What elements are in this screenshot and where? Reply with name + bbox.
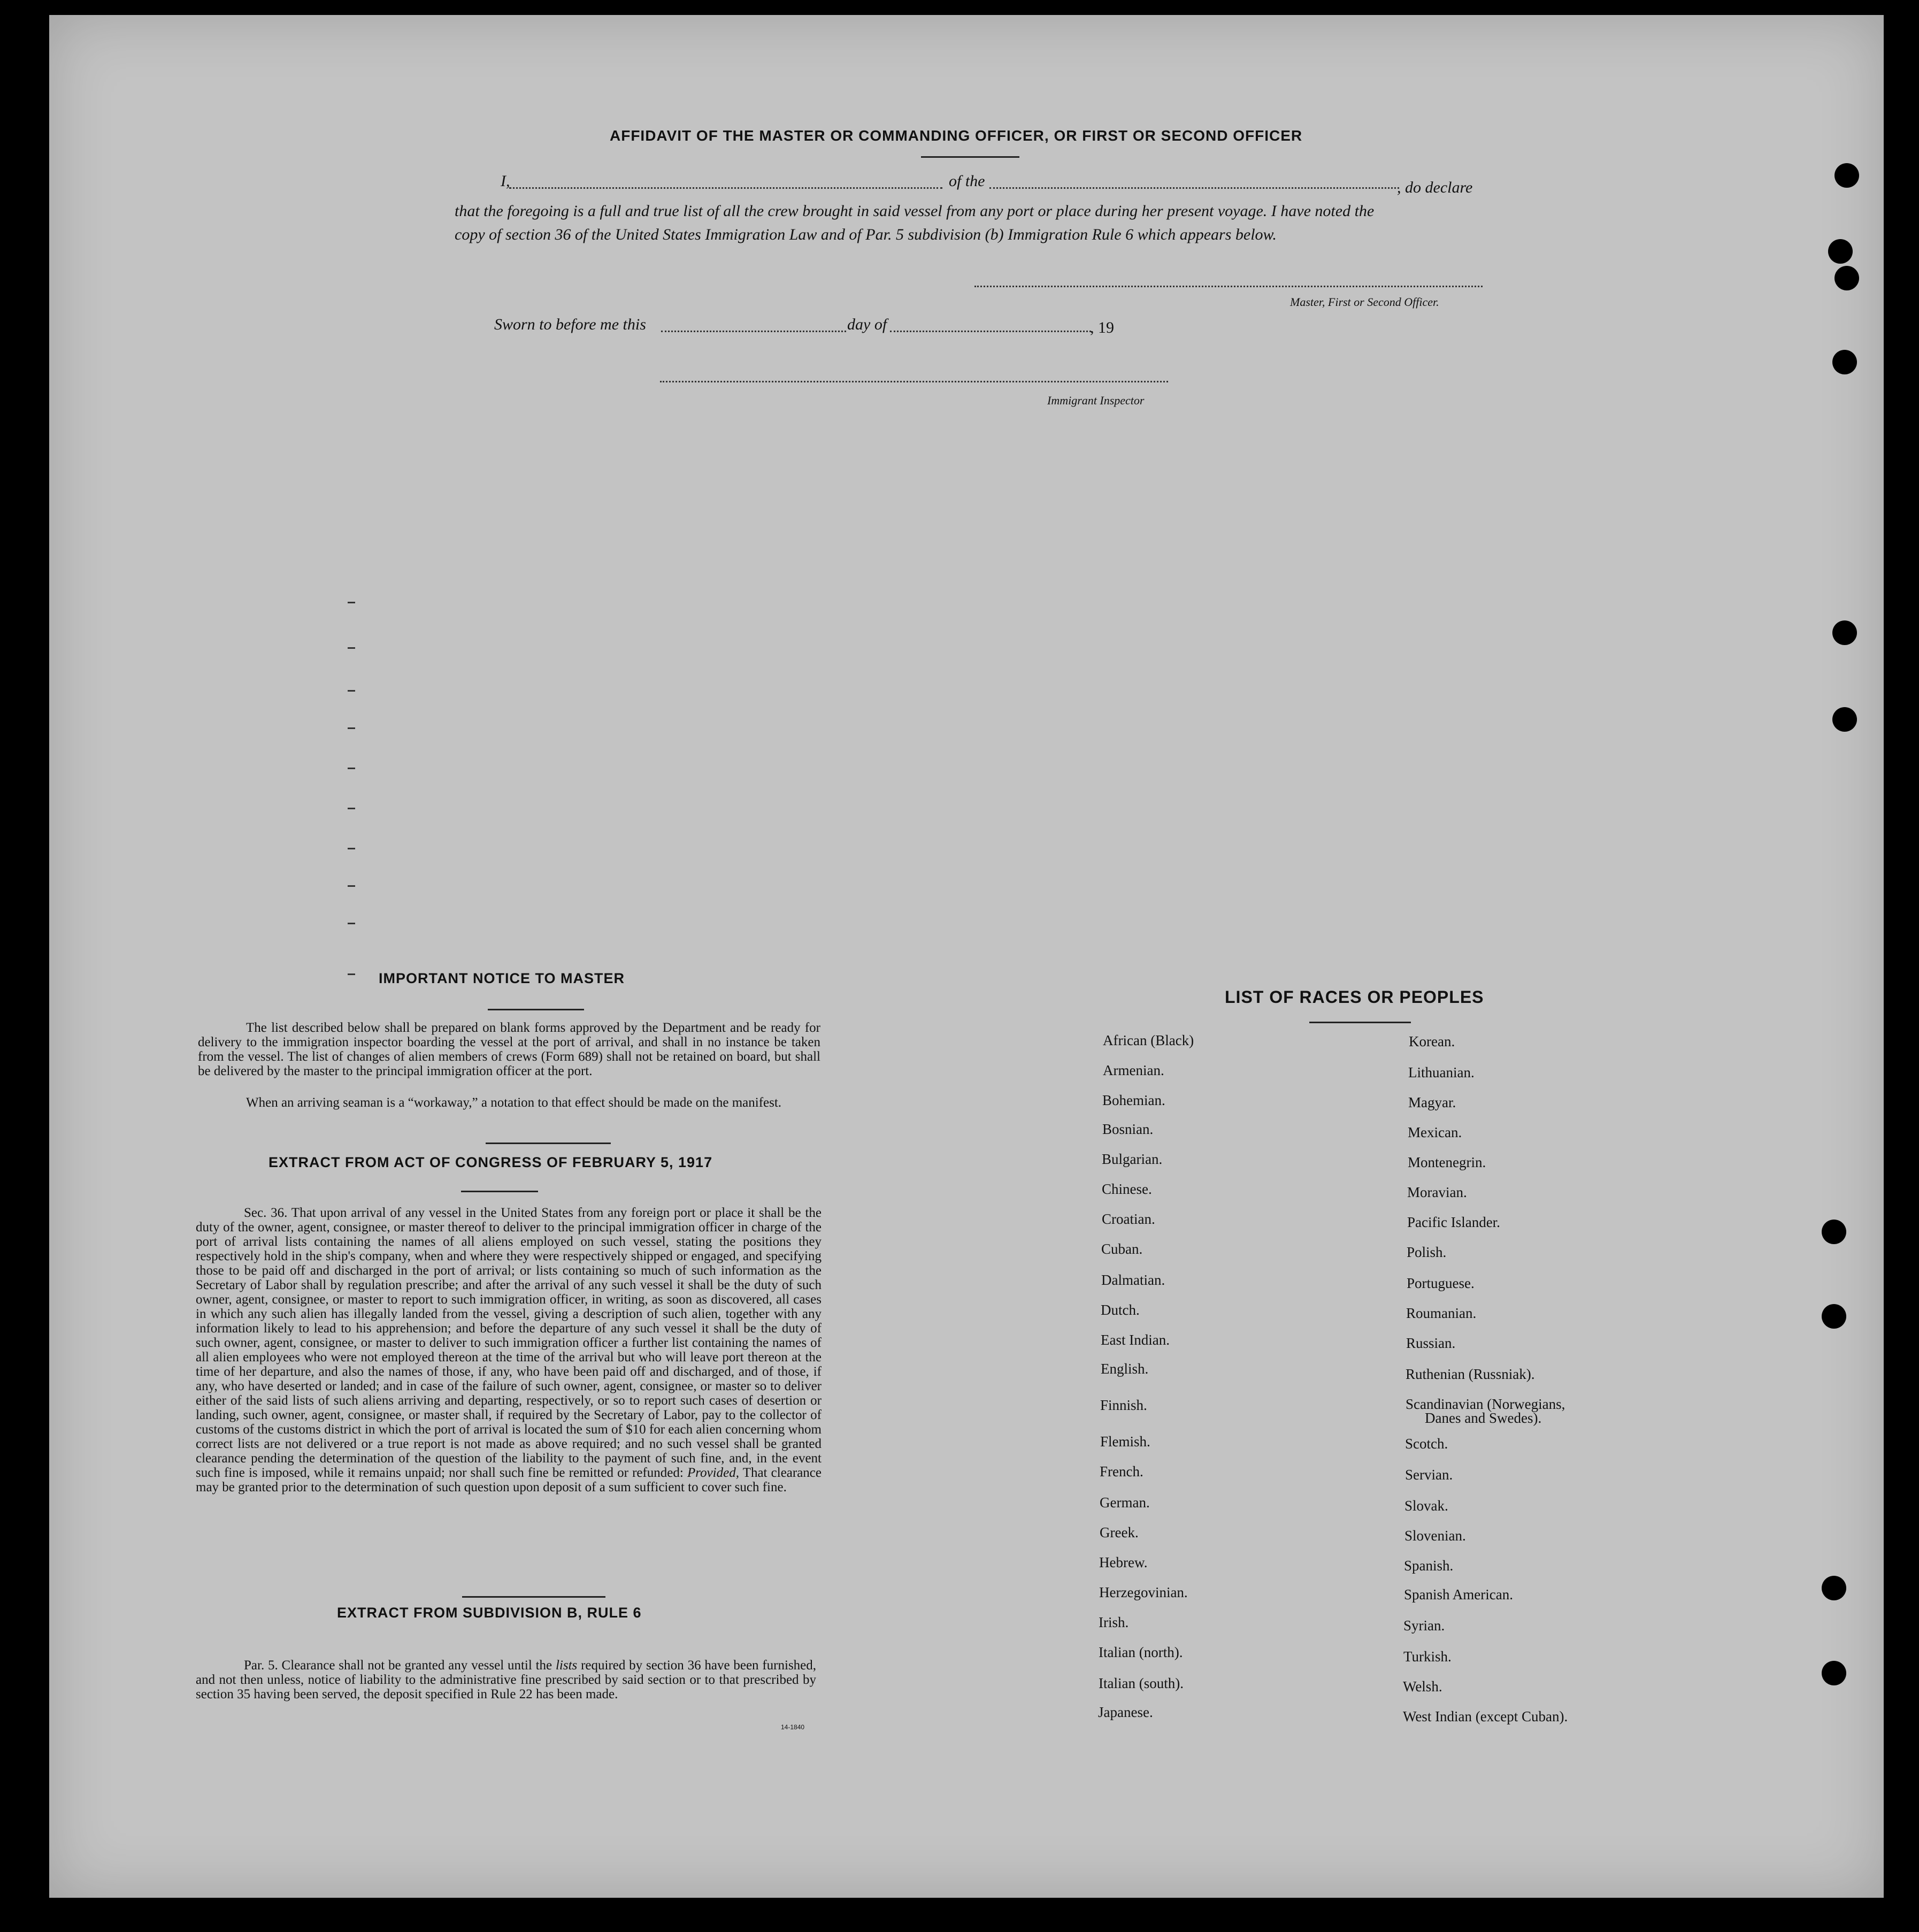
binder-hole bbox=[1822, 1661, 1846, 1685]
affidavit-line-2: that the foregoing is a full and true list of all the crew brought in said vessel from any port or place during her present voyage. I have noted the bbox=[455, 202, 1375, 220]
notice-title: IMPORTANT NOTICE TO MASTER bbox=[379, 970, 625, 986]
race-item: Scotch. bbox=[1405, 1436, 1448, 1452]
binder-hole bbox=[1832, 620, 1857, 645]
races-title: LIST OF RACES OR PEOPLES bbox=[1225, 987, 1484, 1007]
races-underline bbox=[1309, 1022, 1411, 1023]
race-item: Scandinavian (Norwegians, bbox=[1406, 1396, 1565, 1412]
margin-tick bbox=[348, 923, 355, 924]
race-item: Spanish. bbox=[1404, 1558, 1454, 1574]
race-item: Japanese. bbox=[1098, 1704, 1153, 1720]
race-item: Syrian. bbox=[1403, 1617, 1445, 1634]
rule-body-end: required by section 36 have been furnished, and not then unless, notice of liability to the administrative fine prescribed by said section or to that prescribed by section 35 having been served, the deposit specified in Rule 22 has been made. bbox=[196, 1658, 817, 1701]
act-body-end: That clearance may be granted prior to the determination of such question upon deposit of a sum sufficient to cover such fine. bbox=[196, 1466, 822, 1494]
race-item: Turkish. bbox=[1403, 1649, 1452, 1665]
rule-title: EXTRACT FROM SUBDIVISION B, RULE 6 bbox=[337, 1605, 642, 1621]
race-item: Moravian. bbox=[1407, 1184, 1467, 1200]
margin-tick bbox=[348, 768, 355, 769]
margin-tick bbox=[348, 885, 355, 887]
provided-word: Provided, bbox=[687, 1466, 739, 1480]
race-item: Armenian. bbox=[1103, 1062, 1164, 1078]
binder-hole bbox=[1834, 163, 1859, 188]
race-item: Slovak. bbox=[1404, 1498, 1448, 1514]
race-item: Bulgarian. bbox=[1102, 1151, 1163, 1167]
race-item: German. bbox=[1100, 1494, 1150, 1511]
race-item: Spanish American. bbox=[1404, 1586, 1513, 1603]
race-item: Portuguese. bbox=[1407, 1275, 1475, 1291]
race-item: Slovenian. bbox=[1404, 1528, 1466, 1544]
binder-hole bbox=[1832, 707, 1857, 732]
race-item: Cuban. bbox=[1101, 1241, 1143, 1257]
sworn-label: Sworn to before me this bbox=[494, 316, 646, 333]
notice-text-1: The list described below shall be prepared on blank forms approved by the Department and be ready for delivery to the immigration inspector boarding the vessel at the port of arrival, and shall in no instance be taken from the vessel. The list of changes of alien members of crews (Form 689) shall not be retained on board, but shall be delivered by the master to the principal immigration officer at the port. bbox=[198, 1021, 820, 1078]
race-item: Magyar. bbox=[1408, 1094, 1456, 1110]
affidavit-title: AFFIDAVIT OF THE MASTER OR COMMANDING OFFICER, OR FIRST OR SECOND OFFICER bbox=[610, 127, 1303, 144]
race-item: Hebrew. bbox=[1099, 1554, 1148, 1570]
margin-tick bbox=[348, 808, 355, 809]
race-item: Mexican. bbox=[1408, 1124, 1462, 1140]
margin-tick bbox=[348, 848, 355, 849]
race-item: Roumanian. bbox=[1406, 1305, 1477, 1321]
binder-hole bbox=[1822, 1220, 1846, 1244]
name-blank bbox=[509, 187, 942, 189]
binder-hole bbox=[1828, 239, 1853, 264]
binder-hole bbox=[1822, 1576, 1846, 1600]
inspector-caption: Immigrant Inspector bbox=[1047, 394, 1145, 407]
document-page bbox=[49, 15, 1884, 1898]
race-item: Dutch. bbox=[1101, 1302, 1140, 1318]
rule-text bbox=[196, 1658, 816, 1701]
race-item: English. bbox=[1101, 1361, 1149, 1377]
race-item: Dalmatian. bbox=[1101, 1272, 1165, 1288]
binder-hole bbox=[1822, 1304, 1846, 1329]
affidavit-of-the: of the bbox=[949, 172, 985, 190]
act-title: EXTRACT FROM ACT OF CONGRESS OF FEBRUARY 5, 1917 bbox=[268, 1154, 713, 1170]
race-item: Korean. bbox=[1409, 1033, 1455, 1049]
section-label: Sec. 36. bbox=[244, 1206, 288, 1220]
race-item: Finnish. bbox=[1100, 1397, 1147, 1413]
margin-tick bbox=[348, 602, 355, 603]
form-number: 14-1840 bbox=[781, 1723, 805, 1731]
race-item: Croatian. bbox=[1102, 1211, 1155, 1227]
race-item: Herzegovinian. bbox=[1099, 1584, 1188, 1600]
margin-tick bbox=[348, 690, 355, 692]
race-item: Montenegrin. bbox=[1408, 1154, 1486, 1170]
margin-tick bbox=[348, 973, 355, 975]
binder-hole bbox=[1832, 350, 1857, 374]
race-item: Chinese. bbox=[1102, 1181, 1152, 1197]
race-item: Bohemian. bbox=[1102, 1092, 1165, 1108]
affidavit-line-3: copy of section 36 of the United States Immigration Law and of Par. 5 subdivision (b) Immigration Rule 6 which appears below. bbox=[455, 226, 1277, 243]
race-item: West Indian (except Cuban). bbox=[1403, 1708, 1568, 1724]
affidavit-do-declare: , do declare bbox=[1397, 179, 1473, 196]
race-item: French. bbox=[1100, 1463, 1143, 1479]
divider bbox=[462, 1596, 605, 1598]
day-of-label: day of bbox=[847, 316, 887, 333]
race-item: Greek. bbox=[1100, 1524, 1139, 1540]
race-item: Lithuanian. bbox=[1408, 1064, 1475, 1080]
act-underline bbox=[461, 1191, 538, 1192]
race-item: Welsh. bbox=[1403, 1678, 1442, 1695]
vessel-blank bbox=[989, 187, 1399, 189]
race-item: Irish. bbox=[1099, 1614, 1129, 1630]
race-item: African (Black) bbox=[1103, 1032, 1194, 1048]
title-underline bbox=[921, 156, 1019, 158]
margin-tick bbox=[348, 647, 355, 649]
signature-blank bbox=[974, 286, 1483, 287]
lists-word: lists bbox=[555, 1658, 578, 1673]
inspector-blank bbox=[660, 381, 1168, 382]
race-item: Servian. bbox=[1405, 1467, 1453, 1483]
act-text bbox=[196, 1206, 822, 1494]
notice-text-2: When an arriving seaman is a “workaway,” a notation to that effect should be made on the manifest. bbox=[246, 1095, 782, 1110]
race-item: Flemish. bbox=[1100, 1433, 1150, 1450]
signature-caption: Master, First or Second Officer. bbox=[1290, 295, 1439, 309]
act-body: That upon arrival of any vessel in the United States from any foreign port or place it shall be the duty of the owner, agent, consignee, or master thereof to deliver to the principal immigration officer in charge of the port of arrival lists containing the names of all aliens employed on such vessel, stating the positions they respectively hold in the ship's company, when and where they were respectively shipped or engaged, and specifying those to be paid off and discharged in the port of arrival; or lists containing so much of such information as the Secretary of Labor shall by regulation prescribe; and after the arrival of any such vessel it shall be the duty of such owner, agent, consignee, or master to report to such immigration officer, in writing, as soon as discovered, all cases in which any such alien has illegally landed from the vessel, giving a description of such alien, together with any information likely to lead to his apprehension; and before the departure of any such vessel it shall be the duty of such owner, agent, consignee, or master to deliver to such immigration officer a further list containing the names of all alien employees who were not employed thereon at the time of the arrival but who will leave port thereon at the time of her departure, and also the names of those, if any, who have been paid off and discharged, and of those, if any, who have deserted or landed; and in case of the failure of such owner, agent, consignee, or master so to deliver either of the said lists of such aliens arriving and departing, respectively, or so to report such cases of desertion or landing, such owner, agent, consignee, or master shall, if required by the Secretary of Labor, pay to the collector of customs of the customs district in which the port of arrival is located the sum of $10 for each alien concerning whom correct lists are not delivered or a true report is not made as above required; and no such vessel shall be granted clearance pending the determination of the question of the liability to the payment of such fine, and, in the event such fine is imposed, while it remains unpaid; nor shall such fine be remitted or refunded: bbox=[196, 1206, 822, 1480]
divider bbox=[486, 1143, 611, 1144]
notice-paragraph-2 bbox=[198, 1095, 820, 1110]
year-label: , 19 bbox=[1090, 319, 1114, 336]
month-blank bbox=[890, 331, 1091, 332]
race-item: Polish. bbox=[1407, 1244, 1447, 1260]
race-item: Italian (south). bbox=[1099, 1675, 1184, 1691]
race-item: East Indian. bbox=[1101, 1332, 1170, 1348]
rule-body: Par. 5. Clearance shall not be granted any vessel until the bbox=[244, 1658, 552, 1673]
race-item: Italian (north). bbox=[1099, 1644, 1183, 1660]
race-item: Bosnian. bbox=[1102, 1121, 1154, 1137]
affidavit-i-label: I, bbox=[501, 172, 510, 190]
binder-hole bbox=[1834, 266, 1859, 290]
race-item: Ruthenian (Russniak). bbox=[1406, 1366, 1535, 1382]
notice-paragraph-1 bbox=[198, 1021, 820, 1078]
day-blank bbox=[661, 331, 846, 332]
race-item-continuation: Danes and Swedes). bbox=[1425, 1410, 1542, 1426]
race-item: Pacific Islander. bbox=[1407, 1214, 1500, 1230]
notice-underline bbox=[488, 1009, 584, 1010]
margin-tick bbox=[348, 727, 355, 729]
race-item: Russian. bbox=[1406, 1335, 1456, 1351]
